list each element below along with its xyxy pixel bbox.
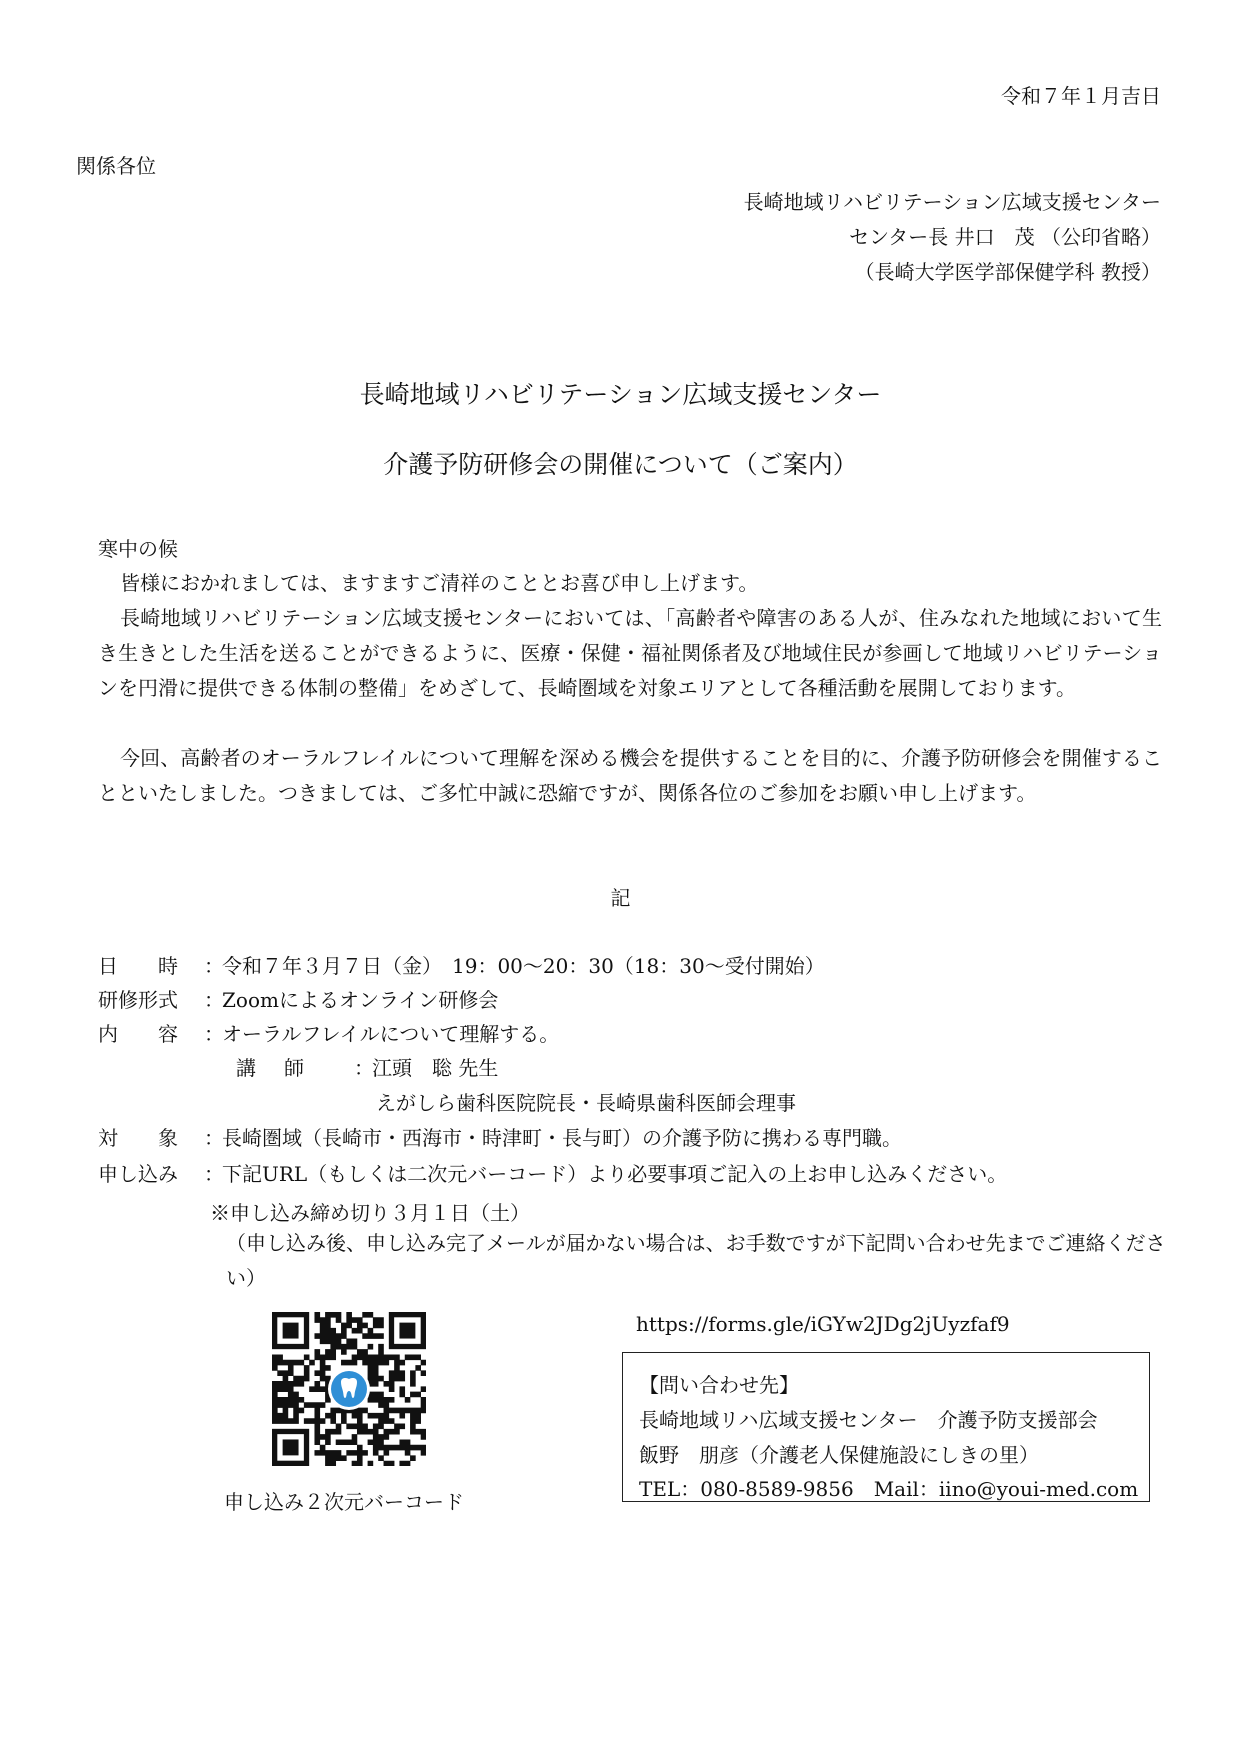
sender-head: センター長 井口 茂 （公印省略） bbox=[849, 225, 1161, 249]
ki-heading: 記 bbox=[610, 886, 631, 910]
sender-affiliation: （長崎大学医学部保健学科 教授） bbox=[854, 260, 1161, 284]
content-value: オーラルフレイルについて理解する。 bbox=[222, 1022, 560, 1046]
apply-value: 下記URL（もしくは二次元バーコード）より必要事項ご記入の上お申し込みください。 bbox=[222, 1162, 1008, 1186]
target-value: 長崎圏域（長崎市・西海市・時津町・長与町）の介護予防に携わる専門職。 bbox=[222, 1126, 902, 1150]
deadline-note: ※申し込み締め切り３月１日（土） bbox=[210, 1201, 530, 1225]
apply-colon: ： bbox=[204, 1162, 224, 1186]
lecturer-name: 江頭 聡 先生 bbox=[372, 1056, 499, 1080]
body-paragraph-2: 長崎地域リハビリテーション広域支援センターにおいては、「高齢者や障害のある人が、住みなれた地域において生き生きとした生活を送ることができるように、医療・保健・福祉関係者及び地域住民が参画して地域リハビリテーションを円滑に提供できる体制の整備」をめざして、長崎圏域を対象エリアとして各種活動を展開しております。 bbox=[98, 606, 1162, 700]
contact-organization: 長崎地域リハ広域支援センター 介護予防支援部会 bbox=[639, 1408, 1098, 1432]
format-value: Zoomによるオンライン研修会 bbox=[222, 988, 499, 1012]
target-colon: ： bbox=[204, 1126, 224, 1150]
sender-organization: 長崎地域リハビリテーション広域支援センター bbox=[743, 190, 1161, 214]
contact-heading: 【問い合わせ先】 bbox=[639, 1373, 799, 1397]
application-url[interactable]: https://forms.gle/iGYw2JDg2jUyzfaf9 bbox=[636, 1312, 1010, 1336]
target-label: 対 象 bbox=[98, 1126, 178, 1150]
format-colon: ： bbox=[204, 988, 224, 1012]
qr-code[interactable] bbox=[272, 1312, 426, 1466]
document-date: 令和７年１月吉日 bbox=[1001, 84, 1161, 108]
addressee: 関係各位 bbox=[76, 154, 156, 178]
body-paragraph-3: 今回、高齢者のオーラルフレイルについて理解を深める機会を提供することを目的に、介護予防研修会を開催することといたしました。つきましては、ご多忙中誠に恐縮ですが、関係各位のご参加をお願い申し上げます。 bbox=[98, 746, 1162, 805]
contact-box bbox=[622, 1352, 1150, 1502]
season-greeting: 寒中の候 bbox=[98, 537, 178, 561]
apply-label: 申し込み bbox=[98, 1162, 178, 1186]
lecturer-colon: ： bbox=[354, 1056, 374, 1080]
date-colon: ： bbox=[204, 954, 224, 978]
lecturer-title: えがしら歯科医院院長・長崎県歯科医師会理事 bbox=[376, 1091, 796, 1115]
format-label: 研修形式 bbox=[98, 988, 178, 1012]
title-line-1: 長崎地域リハビリテーション広域支援センター bbox=[359, 380, 882, 409]
date-value: 令和７年３月７日（金） 19：00～20：30（18：30～受付開始） bbox=[222, 954, 825, 978]
date-label: 日 時 bbox=[98, 954, 178, 978]
tooth-icon bbox=[327, 1367, 371, 1411]
content-colon: ： bbox=[204, 1022, 224, 1046]
title-line-2: 介護予防研修会の開催について（ご案内） bbox=[383, 450, 858, 479]
contact-person: 飯野 朋彦（介護老人保健施設にしきの里） bbox=[639, 1443, 1039, 1467]
content-label: 内 容 bbox=[98, 1022, 178, 1046]
email-note: （申し込み後、申し込み完了メールが届かない場合は、お手数ですが下記問い合わせ先までご連絡ください） bbox=[226, 1231, 1166, 1290]
body-paragraph-1: 皆様におかれましては、ますますご清祥のこととお喜び申し上げます。 bbox=[120, 571, 759, 595]
lecturer-label: 講 師 bbox=[236, 1056, 308, 1080]
contact-tel-mail: TEL：080-8589-9856 Mail：iino@youi-med.com bbox=[639, 1477, 1139, 1501]
qr-caption: 申し込み２次元バーコード bbox=[224, 1490, 464, 1514]
